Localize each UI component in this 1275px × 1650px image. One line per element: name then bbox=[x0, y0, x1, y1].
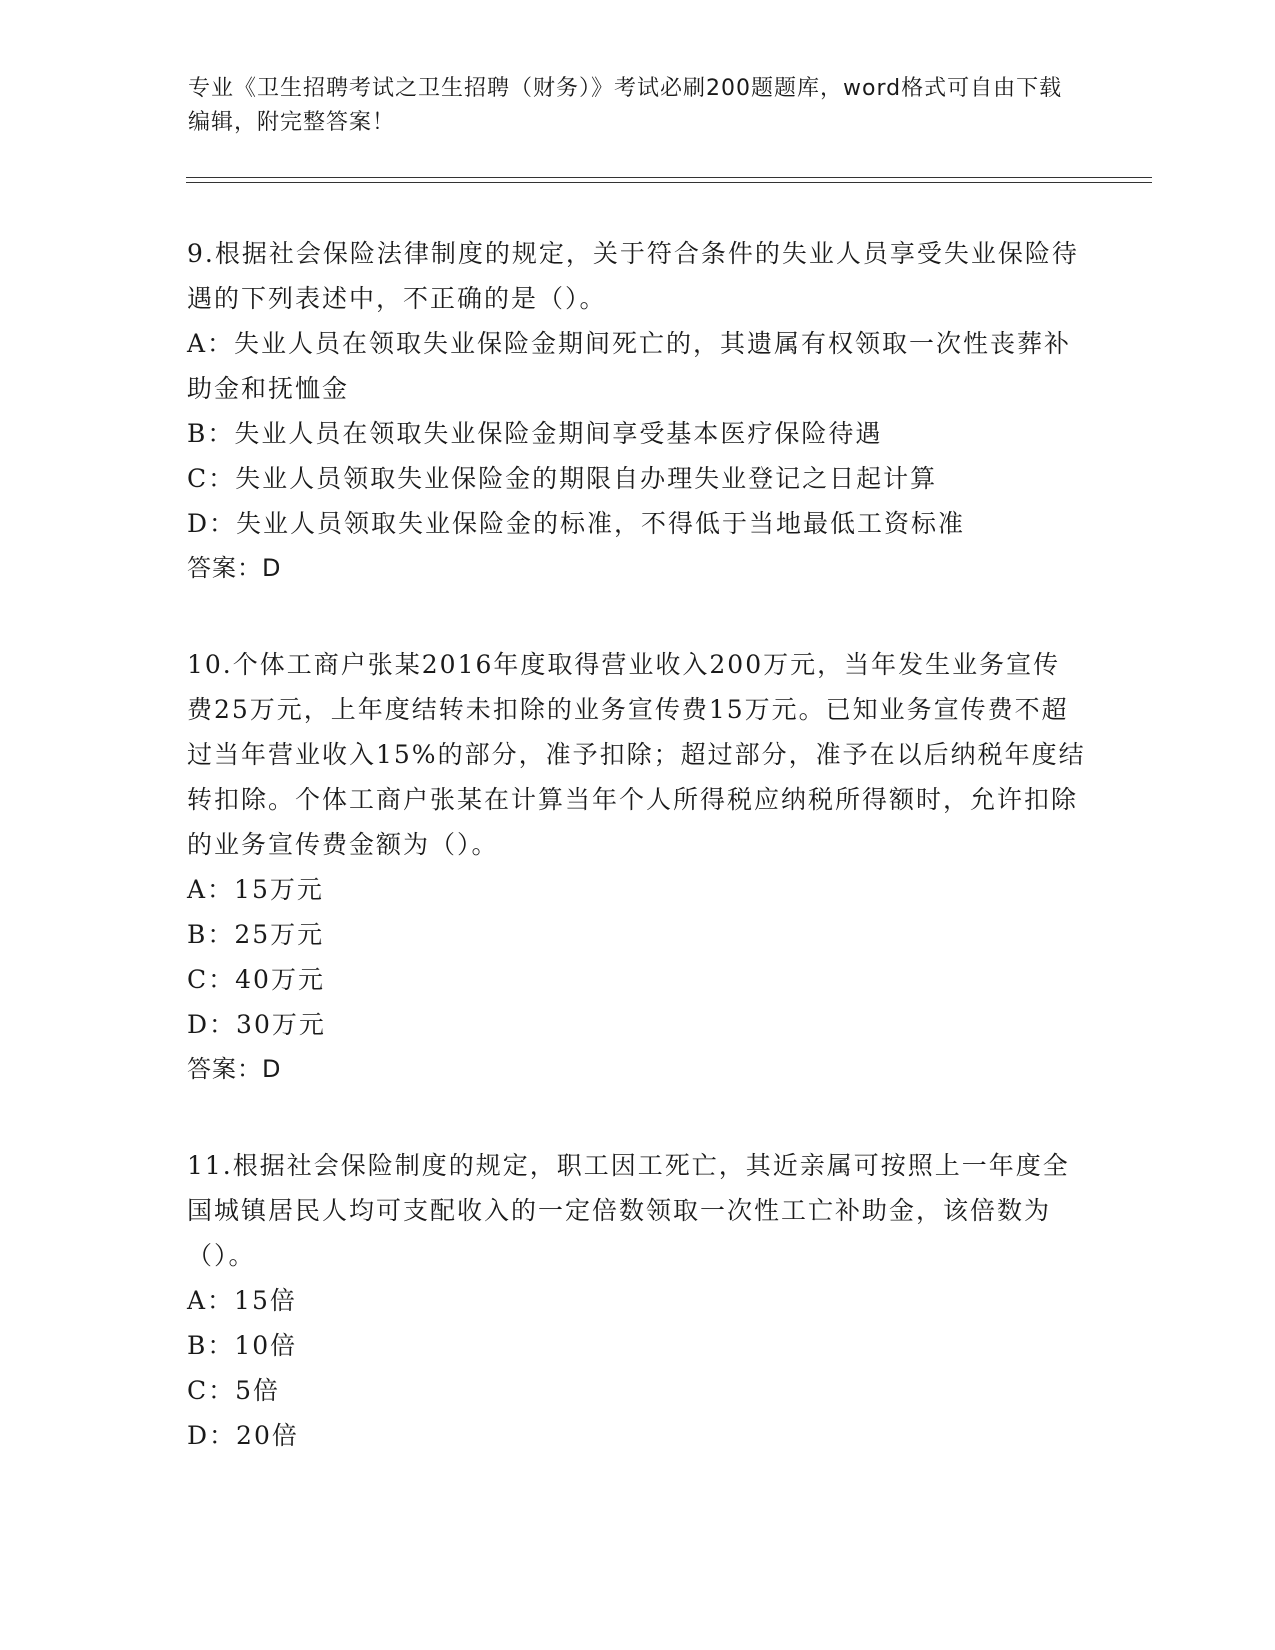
question-list bbox=[187, 231, 1087, 1509]
question-text: 11.根据社会保险制度的规定，职工因工死亡，其近亲属可按照上一年度全国城镇居民人均可支配收入的一定倍数领取一次性工亡补助金，该倍数为（）。 bbox=[187, 1151, 1070, 1270]
option-c: C：5倍 bbox=[187, 1376, 281, 1405]
option-c: C：40万元 bbox=[187, 965, 325, 994]
option-c: C：失业人员领取失业保险金的期限自办理失业登记之日起计算 bbox=[187, 464, 938, 493]
document-header: 专业《卫生招聘考试之卫生招聘（财务）》考试必刷200题题库，word格式可自由下载编辑，附完整答案！ bbox=[188, 76, 1063, 135]
question-9 bbox=[187, 231, 1087, 591]
question-11 bbox=[187, 1143, 1087, 1458]
option-b: B：25万元 bbox=[187, 920, 325, 949]
option-b: B：10倍 bbox=[187, 1331, 298, 1360]
question-10 bbox=[187, 642, 1087, 1092]
answer-text: 答案：D bbox=[187, 1055, 282, 1083]
option-d: D：失业人员领取失业保险金的标准，不得低于当地最低工资标准 bbox=[187, 509, 966, 538]
option-b: B：失业人员在领取失业保险金期间享受基本医疗保险待遇 bbox=[187, 419, 883, 448]
header-divider bbox=[186, 177, 1152, 178]
answer-text: 答案：D bbox=[187, 554, 282, 582]
header-divider-second bbox=[186, 182, 1152, 183]
option-d: D：30万元 bbox=[187, 1010, 326, 1039]
option-a: A：15万元 bbox=[187, 875, 324, 904]
option-d: D：20倍 bbox=[187, 1421, 299, 1450]
option-a: A：失业人员在领取失业保险金期间死亡的，其遗属有权领取一次性丧葬补助金和抚恤金 bbox=[187, 329, 1072, 403]
question-text: 9.根据社会保险法律制度的规定，关于符合条件的失业人员享受失业保险待遇的下列表述中，不正确的是（）。 bbox=[187, 239, 1079, 313]
question-text: 10.个体工商户张某2016年度取得营业收入200万元，当年发生业务宣传费25万元，上年度结转未扣除的业务宣传费15万元。已知业务宣传费不超过当年营业收入15%的部分，准予扣除；超过部分，准予在以后纳税年度结转扣除。个体工商户张某在计算当年个人所得税应纳税所得额时，允许扣除的业务宣传费金额为（）。 bbox=[187, 650, 1086, 859]
option-a: A：15倍 bbox=[187, 1286, 297, 1315]
